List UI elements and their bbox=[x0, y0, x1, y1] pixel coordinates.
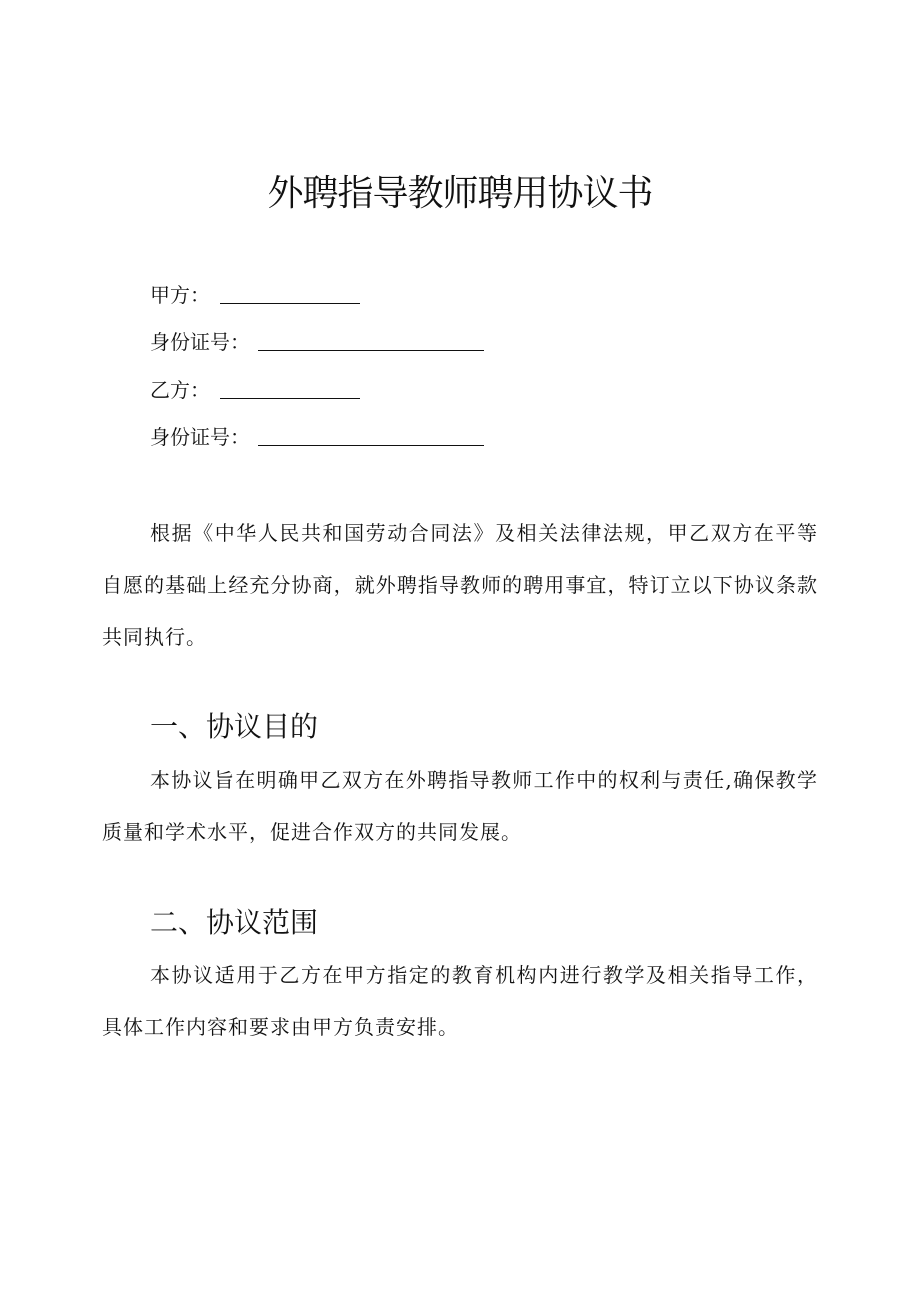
section-body-purpose: 本协议旨在明确甲乙双方在外聘指导教师工作中的权利与责任,确保教学质量和学术水平，促进合作双方的共同发展。 bbox=[102, 768, 818, 844]
party-a-label: 甲方： bbox=[150, 283, 210, 307]
section-heading-purpose: 一、协议目的 bbox=[150, 710, 319, 743]
party-b-label: 乙方： bbox=[150, 378, 210, 402]
party-b-id-label: 身份证号： bbox=[150, 425, 250, 449]
section-heading-scope: 二、协议范围 bbox=[150, 906, 319, 939]
party-b-blank[interactable] bbox=[220, 397, 360, 399]
party-a-id-blank[interactable] bbox=[258, 349, 484, 351]
section-body-scope: 本协议适用于乙方在甲方指定的教育机构内进行教学及相关指导工作，具体工作内容和要求由甲方负责安排。 bbox=[102, 963, 818, 1039]
party-b-id-line bbox=[150, 422, 484, 452]
party-a-id-line bbox=[150, 327, 484, 357]
document-title: 外聘指导教师聘用协议书 bbox=[267, 173, 653, 214]
intro-paragraph: 根据《中华人民共和国劳动合同法》及相关法律法规，甲乙双方在平等自愿的基础上经充分协商，就外聘指导教师的聘用事宜，特订立以下协议条款共同执行。 bbox=[102, 521, 818, 649]
party-a-id-label: 身份证号： bbox=[150, 330, 250, 354]
party-b-line bbox=[150, 375, 360, 405]
party-a-blank[interactable] bbox=[220, 302, 360, 304]
party-a-line bbox=[150, 280, 360, 310]
party-b-id-blank[interactable] bbox=[258, 444, 484, 446]
